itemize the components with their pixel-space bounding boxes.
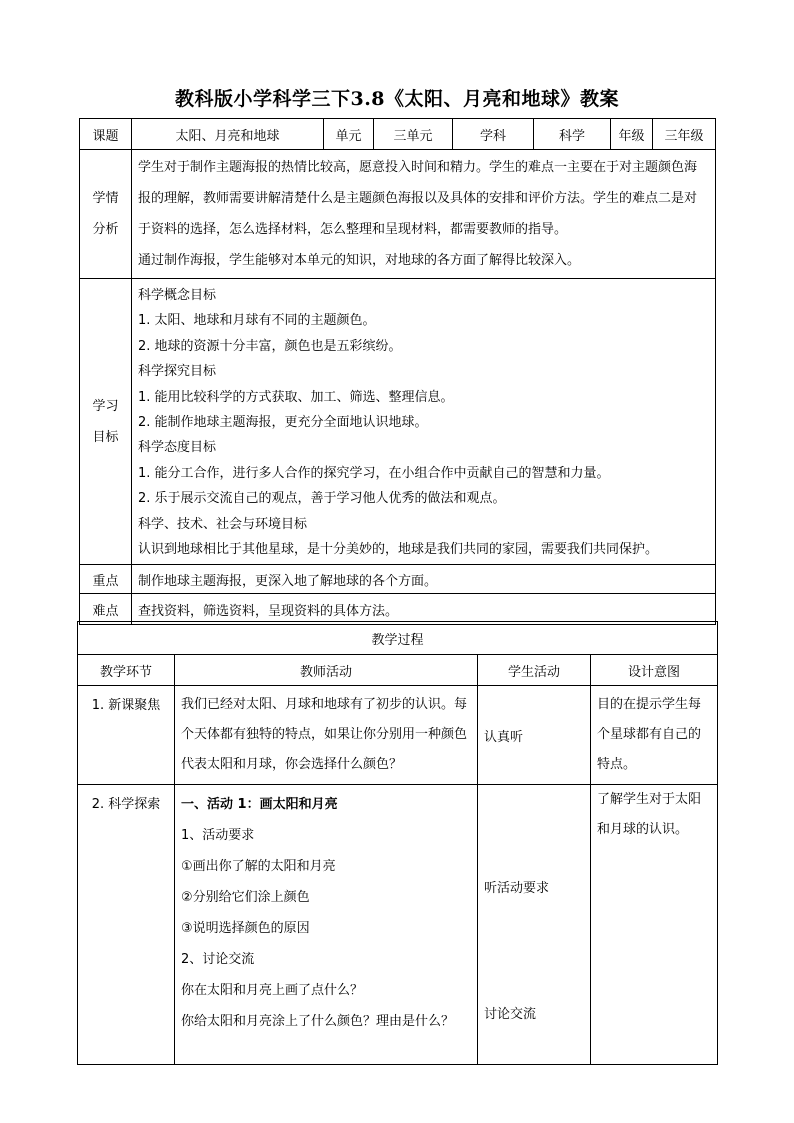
goal-line: 2. 能制作地球主题海报，更充分全面地认识地球。 — [138, 414, 428, 430]
key-point-text: 制作地球主题海报，更深入地了解地球的各个方面。 — [132, 565, 716, 594]
goal-line: 科学态度目标 — [138, 440, 217, 456]
difficulty-label: 难点 — [80, 594, 132, 625]
intent-intro: 目的在提示学生每个星球都有自己的特点。 — [591, 686, 718, 785]
teacher-line: 你在太阳和月亮上画了点什么？ — [181, 983, 364, 998]
analysis-label-line1: 学情 — [92, 191, 119, 206]
analysis-row — [80, 150, 716, 279]
goal-line: 2. 乐于展示交流自己的观点，善于学习他人优秀的做法和观点。 — [138, 491, 506, 507]
teacher-line: 你给太阳和月亮涂上了什么颜色？理由是什么？ — [181, 1014, 455, 1029]
goal-line: 认识到地球相比于其他星球，是十分美妙的，地球是我们共同的家园，需要我们共同保护。 — [138, 541, 659, 557]
student-discuss: 讨论交流 — [484, 1007, 537, 1022]
goal-line: 1. 能分工合作，进行多人合作的探究学习，在小组合作中贡献自己的智慧和力量。 — [138, 465, 610, 481]
student-activity-explore — [478, 785, 591, 1065]
analysis-paragraph-1: 学生对于制作主题海报的热情比较高，愿意投入时间和精力。学生的难点一主要在于对主题颜色海报的理解，教师需要讲解清楚什么是主题颜色海报以及具体的安排和评价方法。学生的难点二是对于资料的选择，怎么选择材料，怎么整理和呈现材料，都需要教师的指导。 — [138, 160, 698, 237]
lesson-info-table — [79, 118, 716, 625]
goals-row — [80, 279, 716, 565]
analysis-label — [80, 150, 132, 279]
goal-line: 1. 太阳、地球和月球有不同的主题颜色。 — [138, 313, 376, 329]
unit-value: 三单元 — [374, 119, 453, 150]
stage-explore: 2. 科学探索 — [78, 785, 175, 1065]
teacher-activity-explore — [175, 785, 478, 1065]
grade-label: 年级 — [611, 119, 653, 150]
grade-value: 三年级 — [653, 119, 716, 150]
goal-line: 科学、技术、社会与环境目标 — [138, 516, 308, 532]
intent-explore: 了解学生对于太阳和月球的认识。 — [591, 785, 718, 1065]
student-activity-intro: 认真听 — [478, 686, 591, 785]
document-title: 教科版小学科学三下3.8《太阳、月亮和地球》教案 — [174, 88, 620, 110]
process-row-explore — [78, 785, 718, 1065]
teaching-process-table — [77, 621, 718, 1065]
difficulty-text: 查找资料，筛选资料，呈现资料的具体方法。 — [132, 594, 716, 625]
teacher-line: 1、活动要求 — [181, 828, 255, 843]
teacher-line: ②分别给它们涂上颜色 — [181, 890, 310, 905]
goals-label — [80, 279, 132, 565]
stage-intro: 1. 新课聚焦 — [78, 686, 175, 785]
process-caption: 教学过程 — [78, 622, 718, 655]
analysis-label-line2: 分析 — [92, 222, 119, 237]
topic-value: 太阳、月亮和地球 — [132, 119, 324, 150]
analysis-paragraph-2: 通过制作海报，学生能够对本单元的知识，对地球的各方面了解得比较深入。 — [138, 253, 581, 268]
col-header-teacher: 教师活动 — [175, 655, 478, 686]
goals-label-line2: 目标 — [92, 429, 119, 445]
goal-line: 2. 地球的资源十分丰富，颜色也是五彩缤纷。 — [138, 338, 402, 354]
col-header-intent: 设计意图 — [591, 655, 718, 686]
goal-line: 科学概念目标 — [138, 288, 217, 303]
goal-line: 1. 能用比较科学的方式获取、加工、筛选、整理信息。 — [138, 389, 454, 405]
teacher-line: ①画出你了解的太阳和月亮 — [181, 859, 336, 874]
subject-value: 科学 — [534, 119, 611, 150]
topic-label: 课题 — [80, 119, 132, 150]
unit-label: 单元 — [324, 119, 374, 150]
key-point-label: 重点 — [80, 565, 132, 594]
teacher-line: ③说明选择颜色的原因 — [181, 921, 310, 936]
teacher-line: 2、讨论交流 — [181, 952, 255, 967]
key-point-row — [80, 565, 716, 594]
process-caption-row — [78, 622, 718, 655]
teacher-activity-intro: 我们已经对太阳、月球和地球有了初步的认识。每个天体都有独特的特点，如果让你分别用一种颜色代表太阳和月球，你会选择什么颜色？ — [175, 686, 478, 785]
teacher-line: 一、活动 1：画太阳和月亮 — [181, 797, 338, 812]
process-header-row — [78, 655, 718, 686]
col-header-stage: 教学环节 — [78, 655, 175, 686]
col-header-student: 学生活动 — [478, 655, 591, 686]
header-row — [80, 119, 716, 150]
process-row-intro — [78, 686, 718, 785]
subject-label: 学科 — [453, 119, 534, 150]
student-listen: 听活动要求 — [484, 881, 550, 896]
goals-content — [132, 279, 716, 565]
goal-line: 科学探究目标 — [138, 364, 217, 380]
analysis-content — [132, 150, 716, 279]
goals-label-line1: 学习 — [92, 398, 119, 414]
